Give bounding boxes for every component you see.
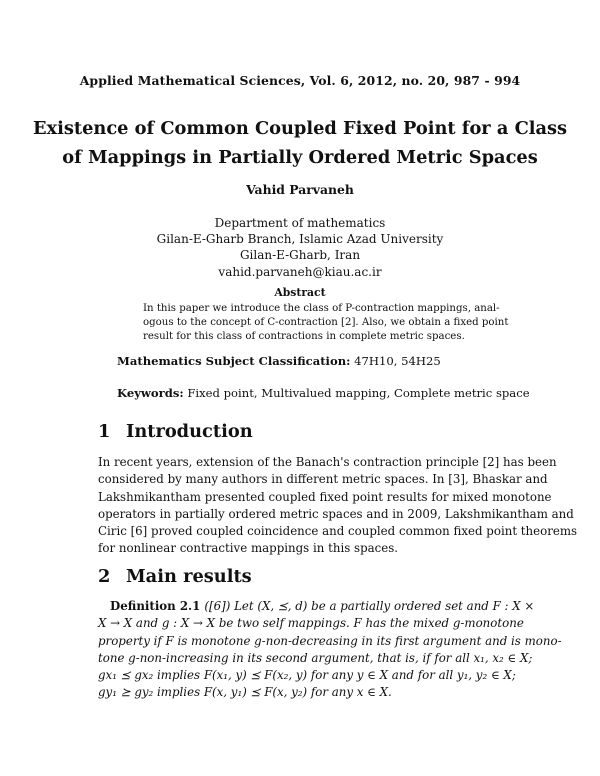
definition-line: tone g-non-increasing in its second argument, that is, if for all x₁, x₂ ∈ X; xyxy=(98,650,533,665)
keywords xyxy=(117,386,530,400)
section-title: Main results xyxy=(126,566,252,587)
affiliation-location: Gilan-E-Gharb, Iran xyxy=(239,248,361,263)
abstract-line: ogous to the concept of C-contraction [2]. Also, we obtain a fixed point xyxy=(143,317,509,329)
section-number: 1 xyxy=(98,421,111,442)
abstract-body xyxy=(143,302,509,345)
author-name: Vahid Parvaneh xyxy=(246,182,354,197)
keywords-label: Keywords: xyxy=(117,386,184,400)
definition-line xyxy=(98,598,535,615)
section-heading-introduction xyxy=(98,421,253,442)
affiliation-department: Department of mathematics xyxy=(214,216,386,230)
paragraph-line: operators in partially ordered metric spaces and in 2009, Lakshmikantham and xyxy=(98,506,574,521)
affiliation-block xyxy=(0,215,600,280)
section-title: Introduction xyxy=(126,421,253,442)
definition-line: gy₁ ⪰ gy₂ implies F(x, y₁) ⪯ F(x, y₂) for any x ∈ X. xyxy=(98,685,392,700)
definition-text: Let (X, ⪯, d) be a partially ordered set and F : X × xyxy=(234,599,535,613)
title-line-2: of Mappings in Partially Ordered Metric Spaces xyxy=(62,147,538,168)
section-number: 2 xyxy=(98,566,111,587)
abstract-line: result for this class of contractions in complete metric spaces. xyxy=(143,331,465,343)
introduction-paragraph xyxy=(98,454,578,558)
paragraph-line: In recent years, extension of the Banach's contraction principle [2] has been xyxy=(98,455,557,469)
paragraph-line: for nonlinear contractive mappings in this spaces. xyxy=(98,541,399,556)
affiliation-email: vahid.parvaneh@kiau.ac.ir xyxy=(218,264,382,279)
journal-header: Applied Mathematical Sciences, Vol. 6, 2012, no. 20, 987 - 994 xyxy=(79,73,521,88)
paragraph-line: Ciric [6] proved coupled coincidence and coupled common fixed point theorems xyxy=(98,524,578,539)
keywords-value: Fixed point, Multivalued mapping, Complete metric space xyxy=(187,386,530,400)
msc-label: Mathematics Subject Classification: xyxy=(117,354,351,368)
section-heading-main-results xyxy=(98,566,252,587)
msc-value: 47H10, 54H25 xyxy=(354,354,441,368)
abstract-heading: Abstract xyxy=(274,286,326,299)
paragraph-line: Lakshmikantham presented coupled fixed point results for mixed monotone xyxy=(98,489,552,504)
definition-citation: ([6]) xyxy=(204,599,231,613)
title-line-1: Existence of Common Coupled Fixed Point for a Class xyxy=(32,118,568,139)
affiliation-institution: Gilan-E-Gharb Branch, Islamic Azad University xyxy=(156,232,444,247)
definition-label: Definition 2.1 xyxy=(110,599,201,613)
msc-classification xyxy=(117,354,441,368)
paper-title xyxy=(30,114,570,172)
definition-2-1 xyxy=(98,598,562,702)
definition-line: gx₁ ⪯ gx₂ implies F(x₁, y) ⪯ F(x₂, y) for any y ∈ X and for all y₁, y₂ ∈ X; xyxy=(98,668,516,683)
abstract-line: In this paper we introduce the class of P-contraction mappings, anal- xyxy=(143,303,500,314)
definition-line: property if F is monotone g-non-decreasing in its first argument and is mono- xyxy=(98,633,562,648)
paragraph-line: considered by many authors in different metric spaces. In [3], Bhaskar and xyxy=(98,472,548,487)
definition-line: X → X and g : X → X be two self mappings. F has the mixed g-monotone xyxy=(98,616,524,631)
